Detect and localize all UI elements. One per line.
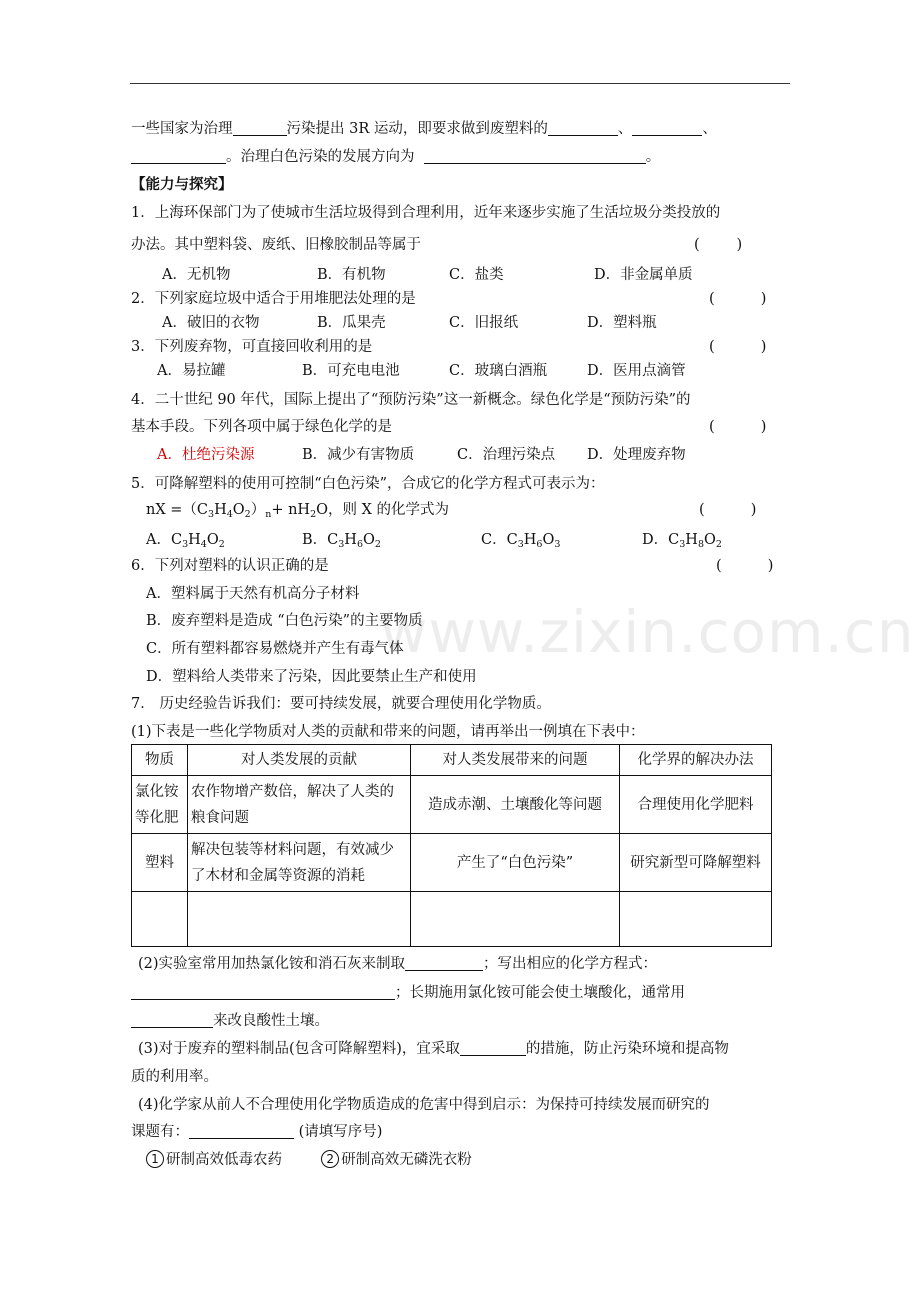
q6-stem: 6．下列对塑料的认识正确的是 <box>131 558 329 574</box>
table-cell: 农作物增产数倍，解决了人类的粮食问题 <box>188 776 411 834</box>
q4-answer-paren[interactable]: ( ) <box>709 419 767 435</box>
q1-option-b[interactable]: B．有机物 <box>317 267 386 283</box>
q3-option-b[interactable]: B．可充电电池 <box>302 363 400 379</box>
table-cell-input[interactable] <box>132 892 188 947</box>
table-row <box>132 834 772 892</box>
q1-answer-paren[interactable]: ( ) <box>694 237 743 253</box>
blank-equation[interactable] <box>131 984 395 1000</box>
table-row <box>132 776 772 834</box>
q4-option-d[interactable]: D．处理废弃物 <box>587 447 686 463</box>
q4-line-2: 基本手段。下列各项中属于绿色化学的是 <box>131 419 392 435</box>
q3-option-a[interactable]: A．易拉罐 <box>157 363 226 379</box>
section-title: 【能力与探究】 <box>131 177 233 193</box>
q5-option-c[interactable]: C．$C_3H_6O_3$ <box>481 532 561 550</box>
q6-option-b[interactable]: B．废弃塑料是造成 “白色污染”的主要物质 <box>146 613 423 629</box>
q7-part-2-line-3: 来改良酸性土壤。 <box>131 1011 329 1031</box>
q3-option-d[interactable]: D．医用点滴管 <box>587 363 686 379</box>
q3-answer-paren[interactable]: ( ) <box>709 339 767 355</box>
table-header: 物质 <box>132 745 188 776</box>
q7-part-4-line-1: (4)化学家从前人不合理使用化学物质造成的危害中得到启示：为保持可持续发展而研究的 <box>138 1097 710 1113</box>
q7-part-1: (1)下表是一些化学物质对人类的贡献和带来的问题，请再举出一例填在下表中： <box>131 724 645 740</box>
q5-stem: 5．可降解塑料的使用可控制“白色污染”，合成它的化学方程式可表示为： <box>131 476 605 492</box>
q7-stem: 7． 历史经验告诉我们：要可持续发展，就要合理使用化学物质。 <box>131 696 551 712</box>
blank-pollution[interactable] <box>233 120 287 136</box>
circled-number: 2 <box>321 1150 339 1168</box>
table-cell: 合理使用化学肥料 <box>620 776 772 834</box>
q2-option-d[interactable]: D．塑料瓶 <box>587 315 657 331</box>
table-header: 对人类发展带来的问题 <box>411 745 620 776</box>
q2-option-c[interactable]: C．旧报纸 <box>449 315 519 331</box>
q4-option-a[interactable]: A．杜绝污染源 <box>157 447 255 463</box>
q2-option-b[interactable]: B．瓜果壳 <box>317 315 386 331</box>
watermark: www.zixin.com.cn <box>380 598 915 666</box>
table-header: 化学界的解决办法 <box>620 745 772 776</box>
q3-stem: 3．下列废弃物，可直接回收利用的是 <box>131 339 373 355</box>
intro-line-1: 一些国家为治理 污染提出 3R 运动，即要求做到废塑料的 、 、 <box>131 121 717 137</box>
chemistry-impact-table <box>131 744 772 947</box>
q2-stem: 2．下列家庭垃圾中适合于用堆肥法处理的是 <box>131 291 416 307</box>
table-cell: 研究新型可降解塑料 <box>620 834 772 892</box>
table-cell: 解决包装等材料问题，有效减少了木材和金属等资源的消耗 <box>188 834 411 892</box>
q5-answer-paren[interactable]: ( ) <box>699 502 757 518</box>
q7-part-2-line-1: (2)实验室常用加热氯化铵和消石灰来制取 ；写出相应的化学方程式： <box>138 956 658 972</box>
q7-part-2-line-2: ；长期施用氯化铵可能会使土壤酸化，通常用 <box>131 983 685 1003</box>
blank-3r-3[interactable] <box>131 148 226 164</box>
q6-option-c[interactable]: C．所有塑料都容易燃烧并产生有毒气体 <box>146 641 404 657</box>
blank-measure[interactable] <box>460 1040 526 1056</box>
q1-line-2: 办法。其中塑料袋、废纸、旧橡胶制品等属于 <box>131 237 421 253</box>
q7-part-4-items <box>146 1150 472 1170</box>
q1-option-a[interactable]: A．无机物 <box>162 267 231 283</box>
table-header: 对人类发展的贡献 <box>188 745 411 776</box>
blank-soil-agent[interactable] <box>131 1012 213 1028</box>
table-cell: 造成赤潮、土壤酸化等问题 <box>411 776 620 834</box>
q4-option-b[interactable]: B．减少有害物质 <box>302 447 415 463</box>
blank-direction[interactable] <box>424 148 646 164</box>
q6-option-a[interactable]: A．塑料属于天然有机高分子材料 <box>146 586 360 602</box>
table-cell: 产生了“白色污染” <box>411 834 620 892</box>
table-cell-input[interactable] <box>188 892 411 947</box>
header-rule <box>130 83 790 84</box>
table-row-blank[interactable] <box>132 892 772 947</box>
q1-option-c[interactable]: C．盐类 <box>449 267 504 283</box>
q2-option-a[interactable]: A．破旧的衣物 <box>162 315 260 331</box>
q5-option-d[interactable]: D．$C_3H_8O_2$ <box>642 532 722 550</box>
item-text[interactable]: 研制高效低毒农药 <box>166 1152 282 1168</box>
q4-option-c[interactable]: C．治理污染点 <box>457 447 556 463</box>
circled-number: 1 <box>146 1150 164 1168</box>
q1-line-1: 1．上海环保部门为了使城市生活垃圾得到合理利用，近年来逐步实施了生活垃圾分类投放的 <box>131 205 721 221</box>
q3-option-c[interactable]: C．玻璃白酒瓶 <box>449 363 548 379</box>
q6-option-d[interactable]: D．塑料给人类带来了污染，因此要禁止生产和使用 <box>146 669 477 685</box>
intro-line-2: 。治理白色污染的发展方向为 。 <box>131 147 660 167</box>
q7-part-3-line-2: 质的利用率。 <box>131 1069 218 1085</box>
blank-topics[interactable] <box>189 1123 294 1139</box>
q5-option-b[interactable]: B．$C_3H_6O_2$ <box>302 532 381 550</box>
q5-option-a[interactable]: A．$C_3H_4O_2$ <box>146 532 225 550</box>
table-cell-input[interactable] <box>411 892 620 947</box>
q5-equation: nX $=(C_3H_4O_2)_n+ nH_2O$，则 X 的化学式为 <box>146 502 450 520</box>
blank-gas[interactable] <box>405 955 483 971</box>
blank-3r-1[interactable] <box>548 120 618 136</box>
table-header-row <box>132 745 772 776</box>
table-cell-input[interactable] <box>620 892 772 947</box>
q2-answer-paren[interactable]: ( ) <box>709 291 767 307</box>
item-text[interactable]: 研制高效无磷洗衣粉 <box>341 1152 472 1168</box>
q1-option-d[interactable]: D．非金属单质 <box>594 267 693 283</box>
q7-part-4-line-2: 课题有： (请填写序号) <box>131 1124 383 1140</box>
table-cell: 塑料 <box>132 834 188 892</box>
q7-part-3-line-1: (3)对于废弃的塑料制品(包含可降解塑料)，宜采取 的措施，防止污染环境和提高物 <box>138 1041 729 1057</box>
q6-answer-paren[interactable]: ( ) <box>716 558 774 574</box>
q4-line-1: 4．二十世纪 90 年代，国际上提出了“预防污染”这一新概念。绿色化学是“预防污染”的 <box>131 392 691 408</box>
blank-3r-2[interactable] <box>632 120 702 136</box>
table-cell: 氯化铵等化肥 <box>132 776 188 834</box>
